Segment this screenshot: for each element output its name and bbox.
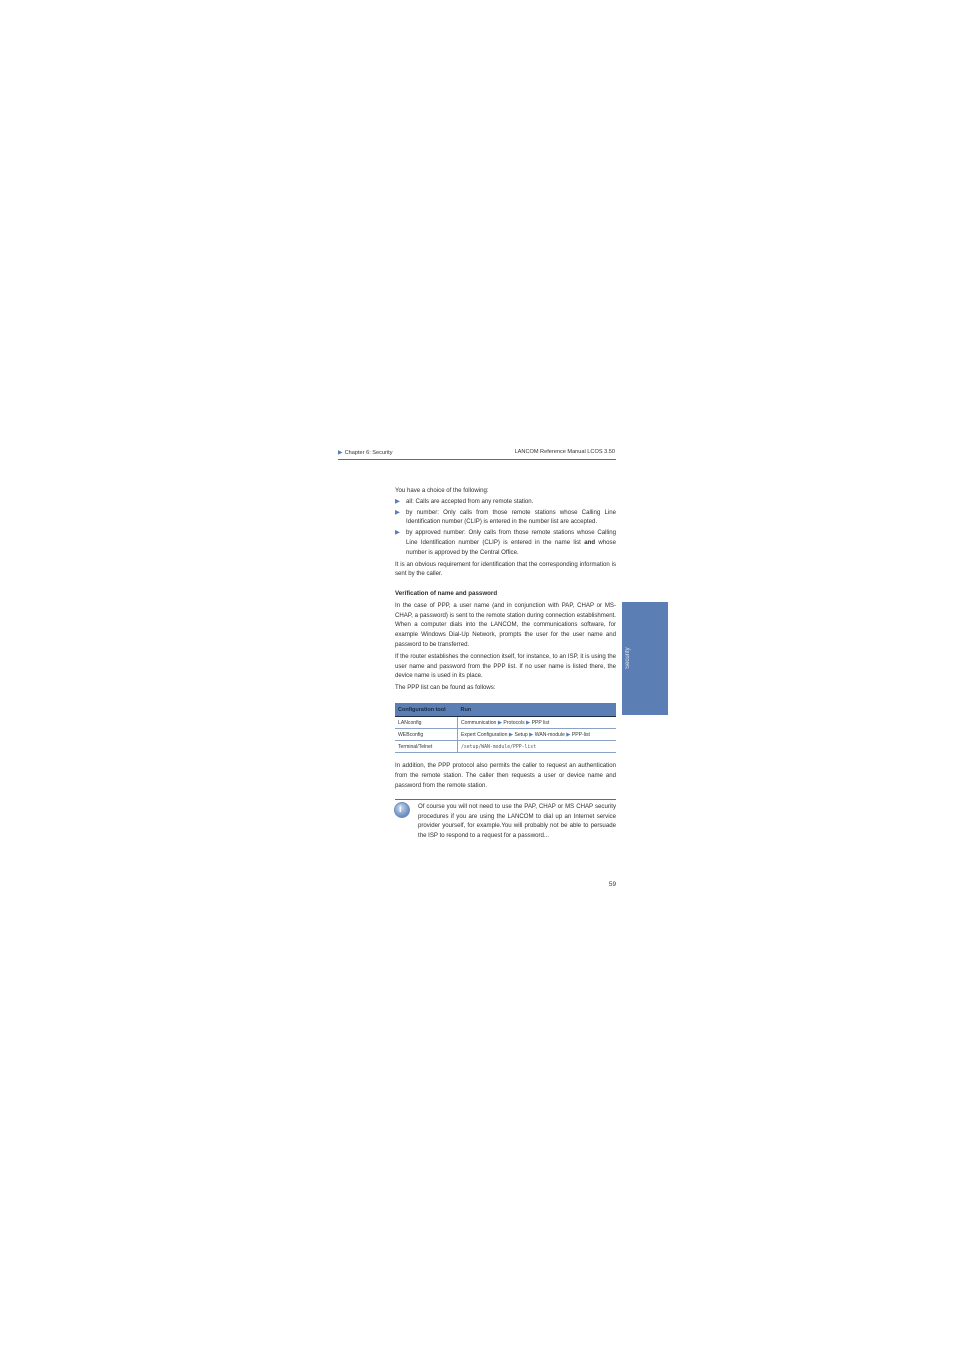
table-header-row xyxy=(395,703,616,717)
list-item: ▶ all: Calls are accepted from any remote station. xyxy=(395,497,534,505)
after-table-para: In addition, the PPP protocol also permits the caller to request an authentication from the remote station. The caller then requests a user or device name and password from the remote station. xyxy=(395,762,616,789)
after-table-block xyxy=(395,761,616,790)
config-table-wrap xyxy=(395,703,616,753)
running-header-chapter: ▶ Chapter 6: Security xyxy=(338,450,393,456)
path-cell: Communication ▶ Protocols ▶ PPP list xyxy=(458,717,617,729)
config-table xyxy=(395,703,616,753)
path-arrow-icon: ▶ xyxy=(508,731,514,738)
side-tab-label: Security xyxy=(625,647,631,670)
tool-cell: Terminal/Telnet xyxy=(395,741,458,753)
tool-cell: LANconfig xyxy=(395,717,458,729)
header-divider xyxy=(338,459,616,460)
intro-lead: You have a choice of the following: xyxy=(395,487,489,494)
section-heading: Verification of name and password xyxy=(395,590,498,597)
column-header: Run xyxy=(458,703,617,717)
section-para: The PPP list can be found as follows: xyxy=(395,684,496,692)
table-row xyxy=(395,729,616,741)
list-item: ▶ by approved number: Only calls from those remote stations whose Calling Line Identification number (CLIP) is entered in the name list and whose number is approved by the Central Office. xyxy=(395,529,616,556)
table-row xyxy=(395,717,616,729)
command-cell: /setup/WAN-module/PPP-list xyxy=(458,741,617,753)
intro-block xyxy=(395,486,616,579)
triangle-bullet-icon: ▶ xyxy=(395,529,401,537)
section-para: If the router establishes the connection itself, for instance, to an ISP, it is using the user name and password from the PPP list. If no user name is listed there, the device name is used in its place. xyxy=(395,652,616,680)
section-para: In the case of PPP, a user name (and in conjunction with PAP, CHAP or MS-CHAP, a password) is sent to the remote station during connection establishment. When a computer dials into the LANCOM, the communications software, for example Windows Dial-Up Network, prompts the user for the user name and password to be transferred. xyxy=(395,601,616,648)
page-number: 59 xyxy=(608,881,616,888)
triangle-bullet-icon: ▶ xyxy=(395,497,401,505)
section-block xyxy=(395,589,616,693)
path-arrow-icon: ▶ xyxy=(526,719,531,726)
table-row xyxy=(395,741,616,753)
info-icon: i xyxy=(394,802,410,818)
path-arrow-icon: ▶ xyxy=(566,731,571,738)
emphasis-and: and xyxy=(584,538,596,546)
path-arrow-icon: ▶ xyxy=(497,719,502,726)
chapter-side-tab xyxy=(622,602,668,715)
triangle-bullet-icon: ▶ xyxy=(338,450,343,456)
note-divider xyxy=(395,799,616,800)
tool-cell: WEBconfig xyxy=(395,729,458,741)
path-arrow-icon: ▶ xyxy=(529,731,534,738)
triangle-bullet-icon: ▶ xyxy=(395,508,401,516)
path-cell: Expert Configuration ▶ Setup ▶ WAN-module ▶ PPP-list xyxy=(458,729,617,741)
note-text: Of course you will not need to use the PAP, CHAP or MS CHAP security procedures if you are using the LANCOM to dial up an Internet service provider yourself, for example.You will probably not be able to persuade the ISP to respond to a request for a password... xyxy=(418,803,616,839)
list-item: ▶ by number: Only calls from those remote stations whose Calling Line Identification number (CLIP) is entered in the number list are accepted. xyxy=(395,508,616,526)
running-header-manual: LANCOM Reference Manual LCOS 3.50 xyxy=(514,449,615,455)
column-header: Configuration tool xyxy=(395,703,458,717)
intro-closing: It is an obvious requirement for identification that the corresponding information is sent by the caller. xyxy=(395,560,616,578)
